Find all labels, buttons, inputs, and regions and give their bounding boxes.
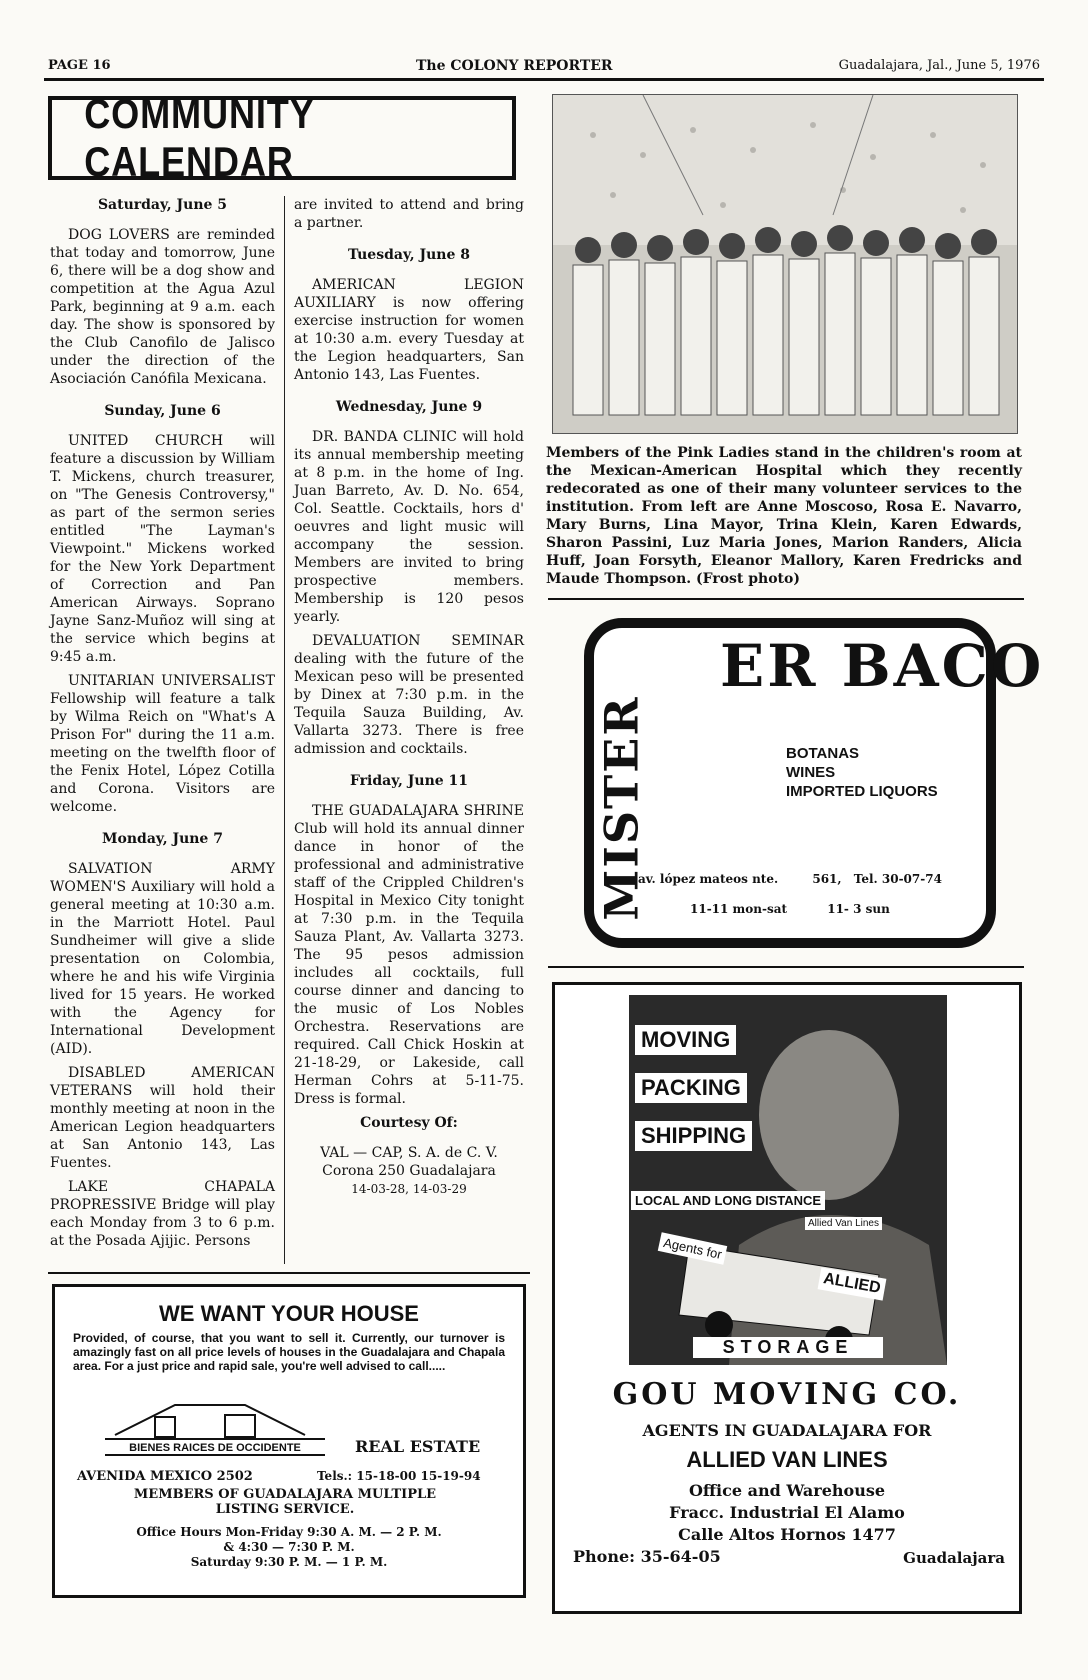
agents-line: AGENTS IN GUADALAJARA FOR: [642, 1421, 932, 1440]
house-members: MEMBERS OF GUADALAJARA MULTIPLE LISTING SERVICE.: [133, 1487, 437, 1517]
baco-number: 561,: [812, 872, 842, 886]
event-text: DEVALUATION SEMINAR dealing with the future of the Mexican peso will be presented by Dinex at 7:30 p.m. in the Tequila Sauza Building, Av. Vallarta 3273. There is free admission and cocktails.: [294, 633, 524, 757]
phone-line: Phone: 35-64-05: [573, 1547, 721, 1566]
hours-sunday: 11- 3 sun: [827, 902, 890, 916]
event-text: DR. BANDA CLINIC will hold its annual membership meeting at 8 p.m. in the home of Ing. Juan Barreto, Av. D. No. 654, Col. Seattle. Cocktails, hors d' oeuvres and light music will accompany the session. Members are invited to bring prospective members. Membership is 120 pesos yearly.: [294, 429, 524, 625]
baco-address: av. lópez mateos nte.: [638, 872, 779, 886]
date-heading: Sunday, June 6: [104, 403, 221, 419]
shipping-label: SHIPPING: [635, 1121, 752, 1151]
hours-line: Saturday 9:30 P. M. — 1 P. M.: [190, 1555, 388, 1569]
company-name: GOU MOVING CO.: [612, 1377, 962, 1412]
house-hours: [55, 1525, 523, 1570]
event-text: UNITED CHURCH will feature a discussion by William T. Mickens, church treasurer, on "The Genesis Controversy," as part of the sermon series entitled "The Layman's Viewpoint." Mickens worked for the New York Department of Correction and Pan American Airways. Soprano Jayne Sanz-Muñoz will sing at the service which begins at 9:45 a.m.: [50, 433, 275, 665]
baco-address-line: [638, 872, 942, 886]
page-number: PAGE 16: [48, 58, 111, 73]
header-rule: [44, 78, 1044, 81]
page-header: [44, 54, 1044, 76]
dateline: Guadalajara, Jal., June 5, 1976: [838, 58, 1040, 73]
house-body: Provided, of course, that you want to sell it. Currently, our turnover is amazingly fast on all price levels of houses in the Guadalajara and Chapala area. For a just price and rapid sale, you're well advised to call.....: [73, 1331, 505, 1373]
date-heading: Monday, June 7: [102, 831, 223, 847]
photo-caption: Members of the Pink Ladies stand in the children's room at the Mexican-American Hospital which they recently redecorated as one of their many volunteer services to the institution. From left are Anne Moscoso, Rosa E. Navarro, Mary Burns, Lina Mayor, Trina Klein, Karen Edwards, Sharon Passini, Luz Maria Jones, Marion Randers, Alicia Huff, Joan Forsyth, Eleanor Mallory, Karen Fredricks and Maude Thompson. (Frost photo): [546, 445, 1022, 587]
calle-line: Calle Altos Hornos 1477: [678, 1525, 896, 1544]
date-heading: Wednesday, June 9: [335, 399, 483, 415]
calendar-title: COMMUNITY CALENDAR: [84, 90, 315, 185]
event-text: UNITARIAN UNIVERSALIST Fellowship will feature a talk by Wilma Reich on "What's A Prison For" during the 11 a.m. meeting on the twelfth floor of the Fenix Hotel, López Cotilla and Corona. Visitors are welcome.: [50, 673, 275, 815]
hours-weekday: 11-11 mon-sat: [690, 902, 788, 916]
allied-van-lines: ALLIED VAN LINES: [686, 1447, 888, 1472]
local-distance-label: LOCAL AND LONG DISTANCE: [631, 1191, 825, 1210]
hours-line: & 4:30 — 7:30 P. M.: [223, 1540, 355, 1554]
agents-sign: Agents for: [658, 1232, 728, 1265]
date-heading: Tuesday, June 8: [347, 247, 470, 263]
house-phones: Tels.: 15-18-00 15-19-94: [317, 1469, 481, 1483]
city-line: Guadalajara: [903, 1549, 1005, 1567]
allied-sign: ALLIED: [818, 1267, 887, 1300]
event-text: LAKE CHAPALA PROPRESSIVE Bridge will play each Monday from 3 to 6 p.m. at the Posada Ajijic. Persons: [50, 1179, 275, 1249]
newspaper-name: The COLONY REPORTER: [416, 58, 613, 74]
event-text: AMERICAN LEGION AUXILIARY is now offering exercise instruction for women at 10:30 a.m. every Tuesday at the Legion headquarters, San Antonio 143, Las Fuentes.: [294, 277, 524, 383]
office-line: Office and Warehouse: [688, 1481, 886, 1500]
fracc-line: Fracc. Industrial El Alamo: [669, 1503, 905, 1522]
pink-ladies-photo: [552, 94, 1018, 434]
courtesy-label: Courtesy Of:: [360, 1115, 458, 1131]
section-rule: [48, 1272, 530, 1274]
date-heading: Friday, June 11: [349, 773, 469, 789]
hours-line: Office Hours Mon-Friday 9:30 A. M. — 2 P. M.: [136, 1525, 442, 1539]
brand-name: ER BACO: [720, 632, 1045, 700]
packing-label: PACKING: [635, 1073, 747, 1103]
event-text: DISABLED AMERICAN VETERANS will hold their monthly meeting at noon in the American Legion headquarters at San Antonio 143, Las Fuentes.: [50, 1065, 275, 1171]
section-rule: [548, 966, 1024, 968]
product-line: IMPORTED LIQUORS: [786, 783, 938, 800]
column-divider: [284, 196, 285, 1264]
product-line: WINES: [786, 764, 836, 781]
gou-moving-ad: [552, 982, 1022, 1614]
real-estate-label: REAL ESTATE: [355, 1437, 481, 1456]
section-rule: [548, 598, 1024, 600]
sponsor-name: VAL — CAP, S. A. de C. V.: [320, 1145, 498, 1161]
house-address: AVENIDA MEXICO 2502: [77, 1469, 253, 1484]
house-logo-text: BIENES RAICES DE OCCIDENTE: [129, 1442, 301, 1454]
brand-arc-wrap: [592, 695, 652, 921]
group-photo-illustration: [553, 95, 1017, 433]
calendar-left-column: [50, 196, 275, 1256]
event-text: are invited to attend and bring a partner.: [294, 197, 524, 231]
baco-products: [786, 744, 938, 801]
event-text: THE GUADALAJARA SHRINE Club will hold its annual dinner dance in honor of the professional and administrative staff of the Crippled Children's Hospital in Mexico City tonight at 7:30 p.m. in the Tequila Sauza Plant, Av. Vallarta 3273. The 95 pesos admission includes all cocktails, full course dinner and dancing to the music of Los Nobles Orchestra. Reservations are required. Call Chick Hoskin at 21-18-29, or Lakeside, call Herman Cohrs at 5-11-75. Dress is formal.: [294, 803, 524, 1107]
baco-tel: Tel. 30-07-74: [853, 872, 942, 886]
sponsor-address: Corona 250 Guadalajara: [322, 1163, 496, 1179]
baco-hours: [690, 902, 890, 916]
storage-label: STORAGE: [693, 1337, 883, 1358]
mister-baco-ad: [584, 618, 1045, 948]
calendar-right-column: [294, 196, 524, 1198]
event-text: SALVATION ARMY WOMEN'S Auxiliary will hold a general meeting at 10:30 a.m. in the Marriott Hotel. Paul Sundheimer will give a slide presentation on Colombia, where he and his wife Virginia lived for 15 years. He worked with the Agency for International Development (AID).: [50, 861, 275, 1057]
house-headline: WE WANT YOUR HOUSE: [159, 1301, 419, 1326]
moving-label: MOVING: [635, 1025, 736, 1055]
moving-photo: [629, 995, 947, 1365]
calendar-title-box: [48, 90, 516, 185]
product-line: BOTANAS: [786, 745, 860, 762]
date-heading: Saturday, June 5: [97, 197, 228, 213]
sponsor-phones: 14-03-28, 14-03-29: [351, 1182, 467, 1196]
house-ad: [52, 1284, 526, 1598]
event-text: DOG LOVERS are reminded that today and tomorrow, June 6, there will be a dog show and competition at the Agua Azul Park, beginning at 9 a.m. each day. The show is sponsored by the Club Canofilo de Jalisco under the direction of the Asociación Canófila Mexicana.: [50, 227, 275, 387]
brand-arc: MISTER: [595, 695, 649, 921]
truck-sign: Allied Van Lines: [805, 1217, 882, 1230]
